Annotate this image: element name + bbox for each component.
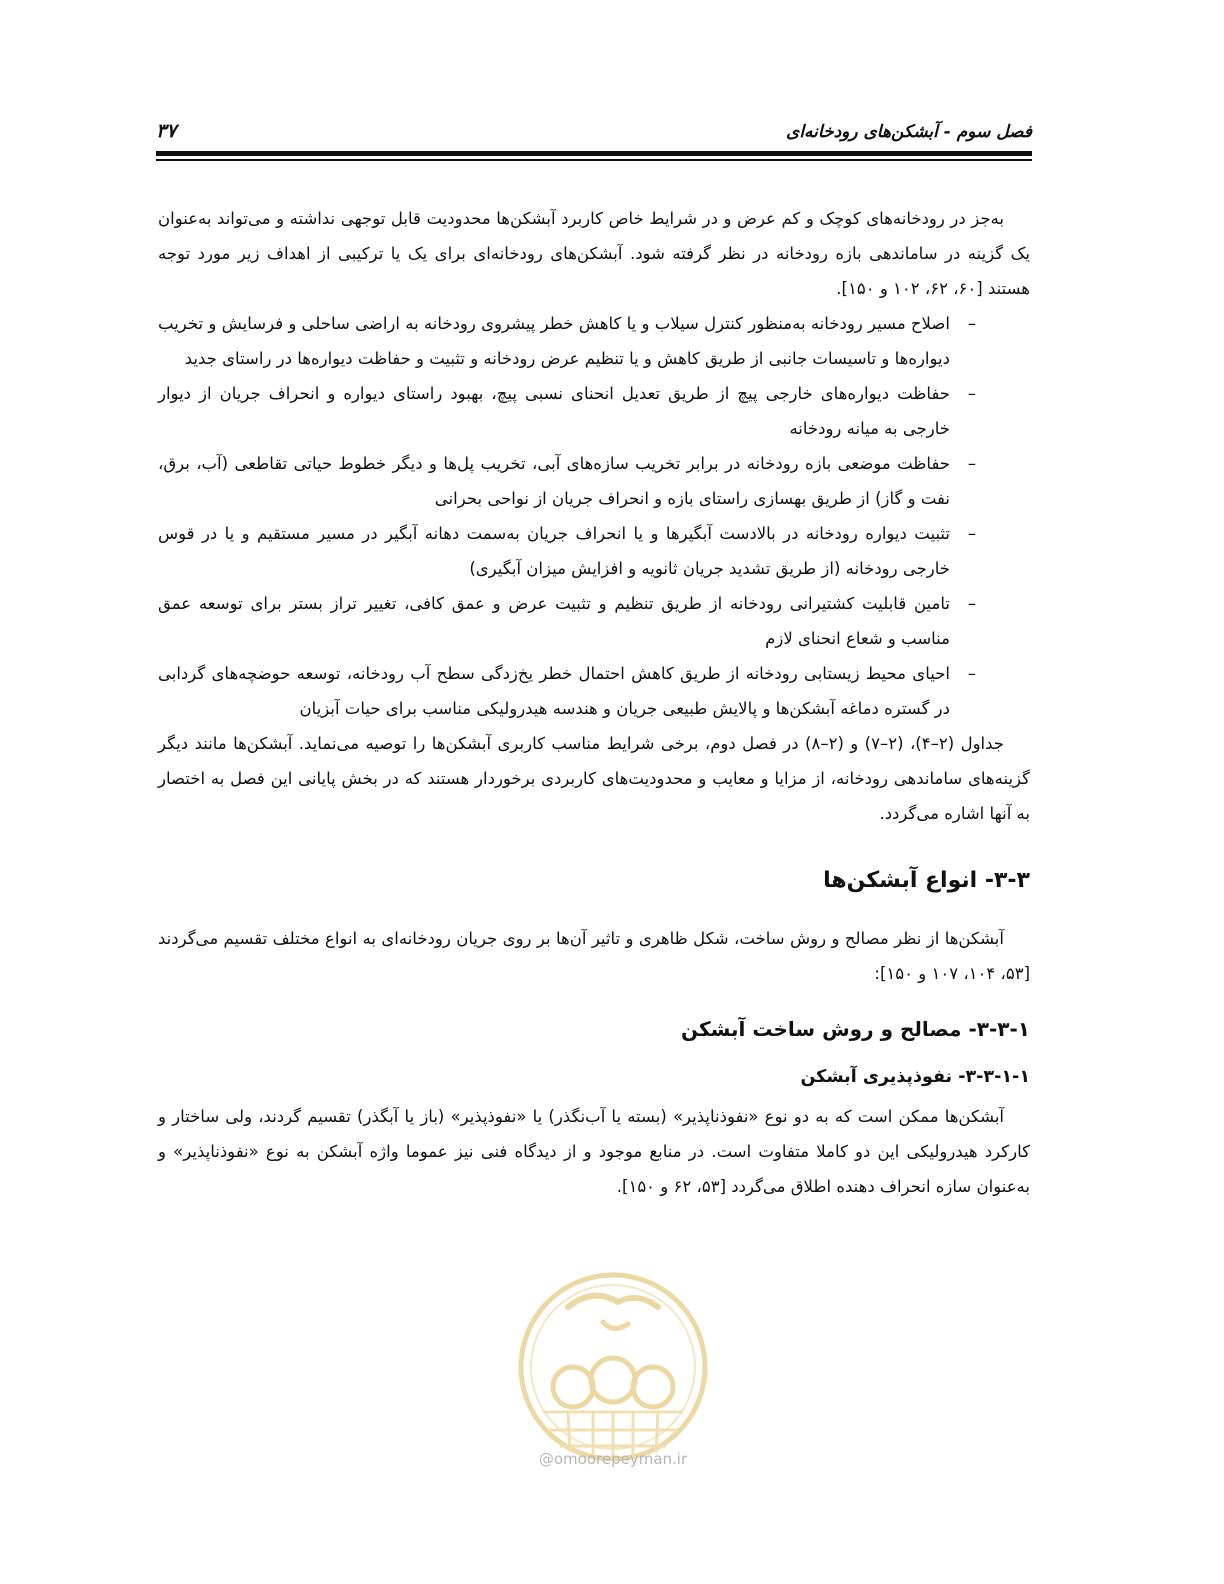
list-item-text: تثبیت دیواره رودخانه در بالادست آبگیرها و یا انحراف جریان به‌سمت دهانه آبگیر در مسیر مستقیم و یا در قوس خارجی رودخانه (از طریق تشدید جریان ثانویه و افزایش میزان آبگیری) xyxy=(158,524,950,578)
section-3-3-paragraph xyxy=(158,921,1030,991)
list-item xyxy=(158,656,1030,726)
list-item xyxy=(158,516,1030,586)
bullet-marker: – xyxy=(967,384,976,403)
tables-paragraph xyxy=(158,726,1030,831)
list-item-text: اصلاح مسیر رودخانه به‌منظور کنترل سیلاب و یا کاهش خطر پیشروی رودخانه به اراضی ساحلی و فرسایش و تخریب دیواره‌ها و تاسیسات جانبی از طریق کاهش و یا تنظیم عرض رودخانه و تثبیت و حفاظت دیواره‌ها در راستای جدید xyxy=(158,314,950,368)
intro-paragraph xyxy=(158,201,1030,306)
list-item-text: احیای محیط زیستابی رودخانه از طریق کاهش احتمال خطر یخ‌زدگی سطح آب رودخانه، توسعه حوضچه‌های گردابی در گستره دماغه آبشکن‌ها و پالایش طبیعی جریان و هندسه هیدرولیکی مناسب برای حیات آبزیان xyxy=(158,664,950,718)
section-heading-3-3: ۳-۳- انواع آبشکن‌ها xyxy=(823,868,1030,893)
page-number: ۳۷ xyxy=(156,120,177,142)
list-item xyxy=(158,446,1030,516)
list-item-text: حفاظت دیواره‌های خارجی پیچ از طریق تعدیل انحنای نسبی پیچ، بهبود راستای دیواره و انحراف جریان از دیوار خارجی به میانه رودخانه xyxy=(158,384,950,438)
bullet-marker: – xyxy=(967,314,976,333)
section-3-3-1-1-paragraph xyxy=(158,1099,1030,1204)
section-heading-3-3-1-1: ۳-۳-۱-۱- نفوذپذیری آبشکن xyxy=(800,1067,1030,1087)
bullet-marker: – xyxy=(967,454,976,473)
list-item xyxy=(158,586,1030,656)
header-rule-thick xyxy=(156,151,1032,156)
list-item xyxy=(158,376,1030,446)
intro-text: به‌جز در رودخانه‌های کوچک و کم عرض و در شرایط خاص کاربرد آبشکن‌ها محدودیت قابل توجهی نداشته و می‌تواند به‌عنوان یک گزینه در ساماندهی بازه رودخانه در نظر گرفته شود. آبشکن‌های رودخانه‌ای برای یک یا ترکیبی از اهداف زیر مورد توجه هستند [۶۰، ۶۲، ۱۰۲ و ۱۵۰]. xyxy=(158,209,1030,298)
objectives-list xyxy=(158,306,1030,726)
section-3-3-text: آبشکن‌ها از نظر مصالح و روش ساخت، شکل ظاهری و تاثیر آن‌ها بر روی جریان رودخانه‌ای به انواع مختلف تقسیم می‌گردند [۵۳، ۱۰۴، ۱۰۷ و ۱۵۰]: xyxy=(158,929,1030,983)
section-3-3-1-1-text: آبشکن‌ها ممکن است که به دو نوع «نفوذناپذیر» (بسته یا آب‌نگذر) یا «نفوذپذیر» (باز یا آبگذر) تقسیم گردند، ولی ساختار و کارکرد هیدرولیکی این دو کاملا متفاوت است. در منابع موجود و از دیدگاه فنی نیز عموما واژه آبشکن به نوع «نفوذناپذیر» و به‌عنوان سازه انحراف دهنده اطلاق می‌گردد [۵۳، ۶۲ و ۱۵۰]. xyxy=(158,1107,1030,1196)
header-rule-thin xyxy=(156,159,1032,161)
watermark-caption: @omoorepeyman.ir xyxy=(538,1450,688,1468)
list-item-text: حفاظت موضعی بازه رودخانه در برابر تخریب سازه‌های آبی، تخریب پل‌ها و دیگر خطوط حیاتی تقاطعی (آب، برق، نفت و گاز) از طریق بهسازی راستای بازه و انحراف جریان از نواحی بحرانی xyxy=(158,454,950,508)
list-item xyxy=(158,306,1030,376)
list-item-text: تامین قابلیت کشتیرانی رودخانه از طریق تنظیم و تثبیت عرض و عمق کافی، تغییر تراز بستر برای توسعه عمق مناسب و شعاع انحنای لازم xyxy=(158,594,950,648)
bullet-marker: – xyxy=(967,664,976,683)
tables-text: جداول (۲–۴)، (۲–۷) و (۲–۸) در فصل دوم، برخی شرایط مناسب کاربری آبشکن‌ها را توصیه می‌نماید. آبشکن‌ها مانند دیگر گزینه‌های ساماندهی رودخانه، از مزایا و معایب و محدودیت‌های کاربردی برخوردار هستند که در بخش پایانی این فصل به اختصار به آنها اشاره می‌گردد. xyxy=(158,734,1030,823)
bullet-marker: – xyxy=(967,594,976,613)
section-heading-3-3-1: ۳-۳-۱- مصالح و روش ساخت آبشکن xyxy=(681,1017,1030,1041)
chapter-title: فصل سوم - آبشکن‌های رودخانه‌ای xyxy=(786,122,1032,142)
page-content xyxy=(158,201,1030,1204)
bullet-marker: – xyxy=(967,524,976,543)
